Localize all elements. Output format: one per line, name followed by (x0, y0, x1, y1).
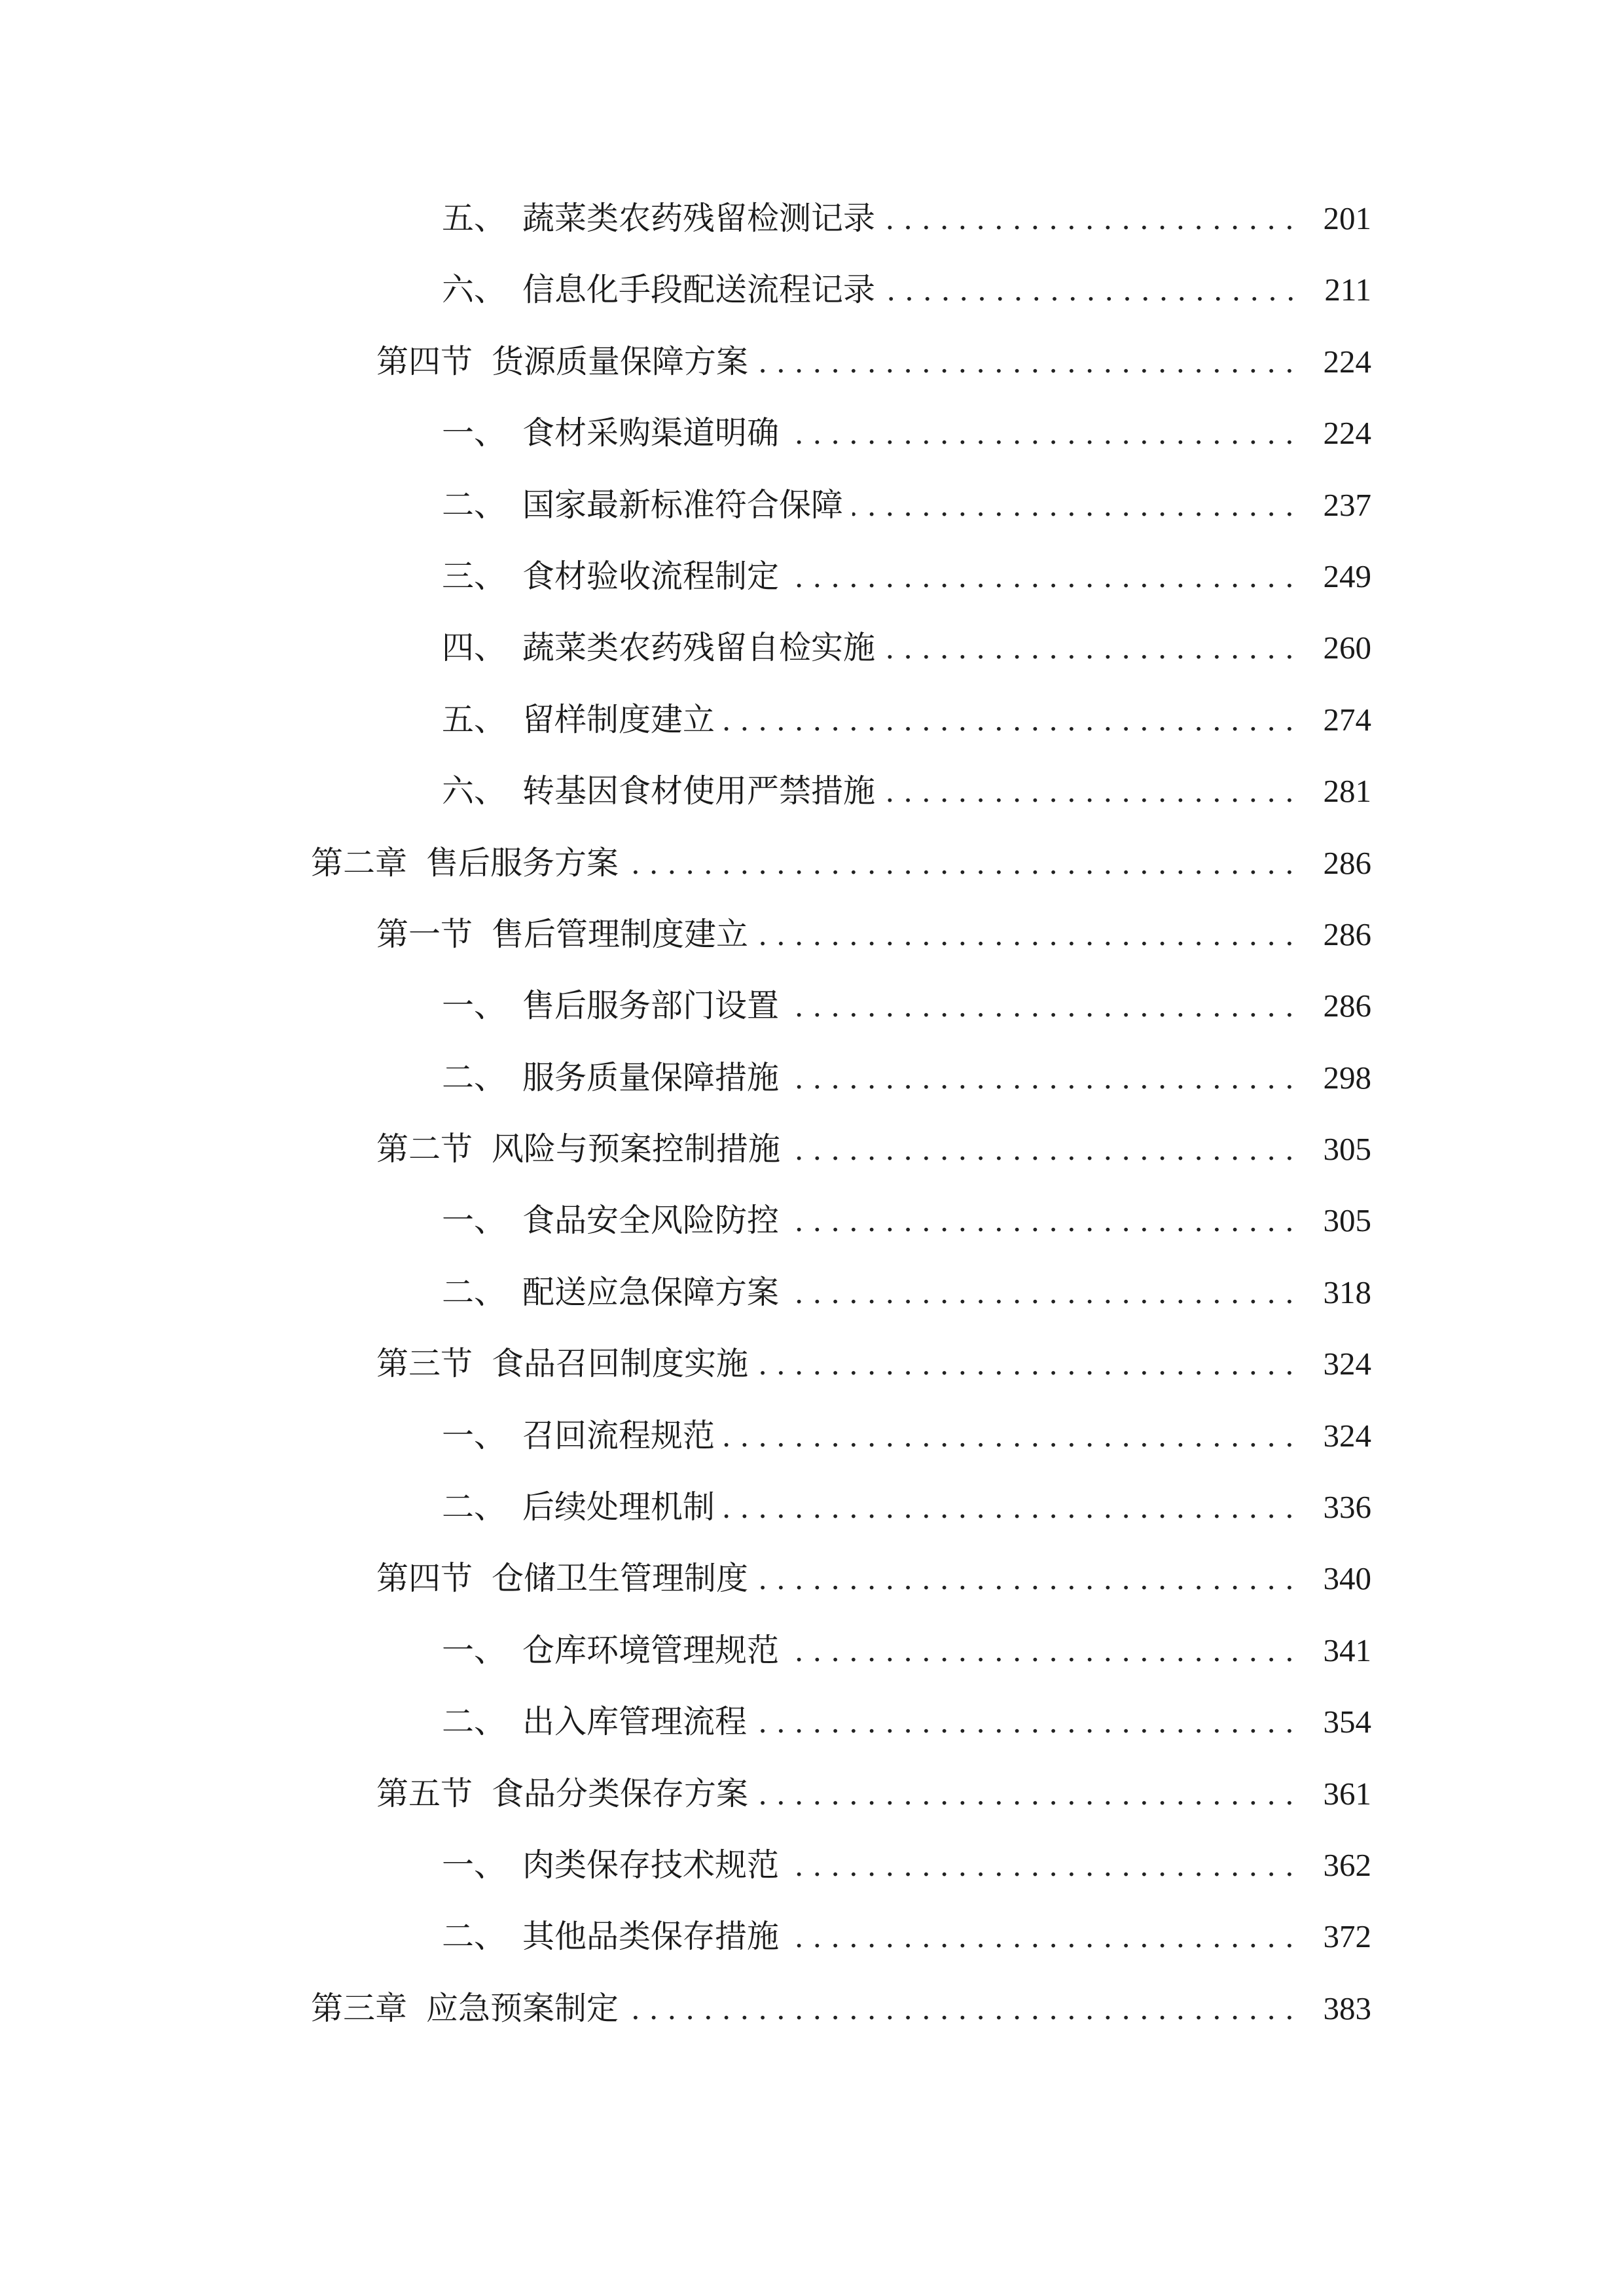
toc-entry-item[interactable] (0, 1185, 1371, 1256)
toc-entry-item[interactable] (0, 1471, 1371, 1543)
entry-number: 一、 (442, 1416, 507, 1454)
entry-number: 六、 (442, 271, 507, 309)
entry-page-number: 305 (1323, 1202, 1371, 1239)
entry-page-number: 249 (1323, 558, 1371, 594)
entry-title: 国家最新标准符合保障 (522, 486, 844, 524)
entry-title: 食材采购渠道明确 (522, 414, 780, 452)
entry-number: 五、 (442, 700, 507, 738)
toc-entry-item[interactable] (0, 183, 1371, 254)
entry-page-number: 286 (1323, 916, 1371, 952)
toc-entry-item[interactable] (0, 755, 1371, 827)
entry-page-number: 324 (1323, 1417, 1371, 1454)
toc-entry-item[interactable] (0, 970, 1371, 1041)
leader-dots (628, 1973, 1303, 2044)
entry-page-number: 354 (1323, 1704, 1371, 1740)
leader-dots (788, 397, 1303, 469)
entry-title: 食材验收流程制定 (522, 557, 780, 595)
leader-dots (757, 1543, 1303, 1614)
leader-dots (852, 469, 1303, 541)
entry-title: 应急预案制定 (426, 1989, 619, 2027)
entry-number: 二、 (442, 1273, 507, 1311)
entry-title: 出入库管理流程 (522, 1703, 748, 1741)
leader-dots (788, 1615, 1303, 1686)
leader-dots (884, 612, 1303, 683)
leader-dots (724, 1400, 1303, 1471)
entry-number: 二、 (442, 1058, 507, 1096)
leader-dots (757, 1758, 1303, 1829)
entry-page-number: 305 (1323, 1131, 1371, 1168)
entry-number: 三、 (442, 557, 507, 595)
toc-entry-item[interactable] (0, 397, 1371, 469)
table-of-contents (0, 183, 1371, 2044)
entry-title: 召回流程规范 (522, 1416, 715, 1454)
entry-title: 食品安全风险防控 (522, 1202, 780, 1240)
entry-title: 信息化手段配送流程记录 (522, 271, 876, 309)
entry-page-number: 201 (1323, 200, 1371, 236)
toc-entry-item[interactable] (0, 1400, 1371, 1471)
entry-number: 二、 (442, 1918, 507, 1956)
entry-page-number: 362 (1323, 1846, 1371, 1883)
leader-dots (789, 1113, 1303, 1185)
entry-title: 售后服务部门设置 (522, 987, 780, 1025)
entry-number: 第四节 (376, 342, 473, 380)
leader-dots (884, 755, 1303, 827)
leader-dots (628, 827, 1303, 899)
toc-entry-item[interactable] (0, 1042, 1371, 1113)
entry-page-number: 224 (1323, 415, 1371, 452)
entry-page-number: 224 (1323, 343, 1371, 380)
entry-number: 第四节 (376, 1560, 473, 1598)
entry-number: 一、 (442, 1846, 507, 1884)
entry-number: 第五节 (376, 1774, 473, 1812)
entry-title: 配送应急保障方案 (522, 1273, 780, 1311)
entry-page-number: 383 (1323, 1990, 1371, 2026)
entry-number: 六、 (442, 772, 507, 810)
entry-title: 仓储卫生管理制度 (492, 1560, 749, 1598)
entry-page-number: 340 (1323, 1560, 1371, 1597)
toc-entry-chapter[interactable] (0, 827, 1371, 899)
entry-title: 食品分类保存方案 (492, 1774, 749, 1812)
toc-entry-item[interactable] (0, 1257, 1371, 1328)
toc-entry-item[interactable] (0, 684, 1371, 755)
entry-number: 第二章 (311, 844, 408, 882)
toc-entry-item[interactable] (0, 254, 1371, 325)
leader-dots (884, 254, 1305, 325)
leader-dots (788, 1042, 1303, 1113)
toc-entry-chapter[interactable] (0, 1973, 1371, 2044)
entry-title: 售后服务方案 (426, 844, 619, 882)
toc-entry-section[interactable] (0, 1328, 1371, 1399)
entry-number: 一、 (442, 1202, 507, 1240)
entry-title: 后续处理机制 (522, 1488, 715, 1526)
leader-dots (788, 1829, 1303, 1901)
entry-title: 肉类保存技术规范 (522, 1846, 780, 1884)
entry-title: 转基因食材使用严禁措施 (522, 772, 876, 810)
entry-page-number: 361 (1323, 1775, 1371, 1812)
entry-page-number: 298 (1323, 1059, 1371, 1096)
leader-dots (788, 1185, 1303, 1256)
leader-dots (788, 1901, 1303, 1972)
entry-page-number: 341 (1323, 1632, 1371, 1668)
entry-number: 四、 (442, 629, 507, 667)
entry-title: 货源质量保障方案 (492, 342, 749, 380)
toc-entry-item[interactable] (0, 1901, 1371, 1972)
entry-number: 二、 (442, 486, 507, 524)
entry-number: 第一节 (376, 915, 473, 953)
entry-title: 留样制度建立 (522, 700, 715, 738)
leader-dots (724, 684, 1303, 755)
entry-number: 一、 (442, 414, 507, 452)
toc-entry-section[interactable] (0, 326, 1371, 397)
toc-entry-item[interactable] (0, 612, 1371, 683)
leader-dots (757, 899, 1303, 970)
entry-page-number: 286 (1323, 844, 1371, 881)
entry-page-number: 281 (1323, 773, 1371, 810)
entry-title: 仓库环境管理规范 (522, 1631, 780, 1669)
entry-number: 第二节 (376, 1130, 473, 1168)
toc-entry-item[interactable] (0, 1686, 1371, 1757)
entry-number: 第三章 (311, 1989, 408, 2027)
entry-number: 一、 (442, 1631, 507, 1669)
entry-page-number: 274 (1323, 701, 1371, 738)
leader-dots (757, 326, 1303, 397)
leader-dots (884, 183, 1303, 254)
toc-entry-section[interactable] (0, 1758, 1371, 1829)
toc-entry-section[interactable] (0, 1113, 1371, 1185)
toc-entry-item[interactable] (0, 469, 1371, 541)
leader-dots (788, 541, 1303, 612)
entry-number: 第三节 (376, 1345, 473, 1383)
toc-entry-item[interactable] (0, 1615, 1371, 1686)
entry-page-number: 318 (1323, 1274, 1371, 1310)
toc-entry-section[interactable] (0, 1543, 1371, 1614)
entry-page-number: 336 (1323, 1489, 1371, 1526)
entry-number: 二、 (442, 1703, 507, 1741)
leader-dots (724, 1471, 1303, 1543)
entry-page-number: 211 (1324, 272, 1371, 308)
entry-title: 风险与预案控制措施 (492, 1130, 781, 1168)
toc-entry-section[interactable] (0, 899, 1371, 970)
entry-number: 五、 (442, 200, 507, 237)
leader-dots (757, 1328, 1303, 1399)
entry-title: 其他品类保存措施 (522, 1918, 780, 1956)
toc-entry-item[interactable] (0, 541, 1371, 612)
entry-title: 服务质量保障措施 (522, 1058, 780, 1096)
entry-title: 蔬菜类农药残留检测记录 (522, 200, 876, 237)
leader-dots (756, 1686, 1303, 1757)
entry-page-number: 372 (1323, 1918, 1371, 1955)
entry-page-number: 237 (1323, 486, 1371, 523)
entry-number: 一、 (442, 987, 507, 1025)
entry-page-number: 286 (1323, 988, 1371, 1024)
entry-title: 食品召回制度实施 (492, 1345, 749, 1383)
leader-dots (788, 1257, 1303, 1328)
entry-page-number: 260 (1323, 630, 1371, 666)
entry-title: 蔬菜类农药残留自检实施 (522, 629, 876, 667)
leader-dots (788, 970, 1303, 1041)
entry-page-number: 324 (1323, 1346, 1371, 1382)
toc-entry-item[interactable] (0, 1829, 1371, 1901)
entry-number: 二、 (442, 1488, 507, 1526)
entry-title: 售后管理制度建立 (492, 915, 749, 953)
